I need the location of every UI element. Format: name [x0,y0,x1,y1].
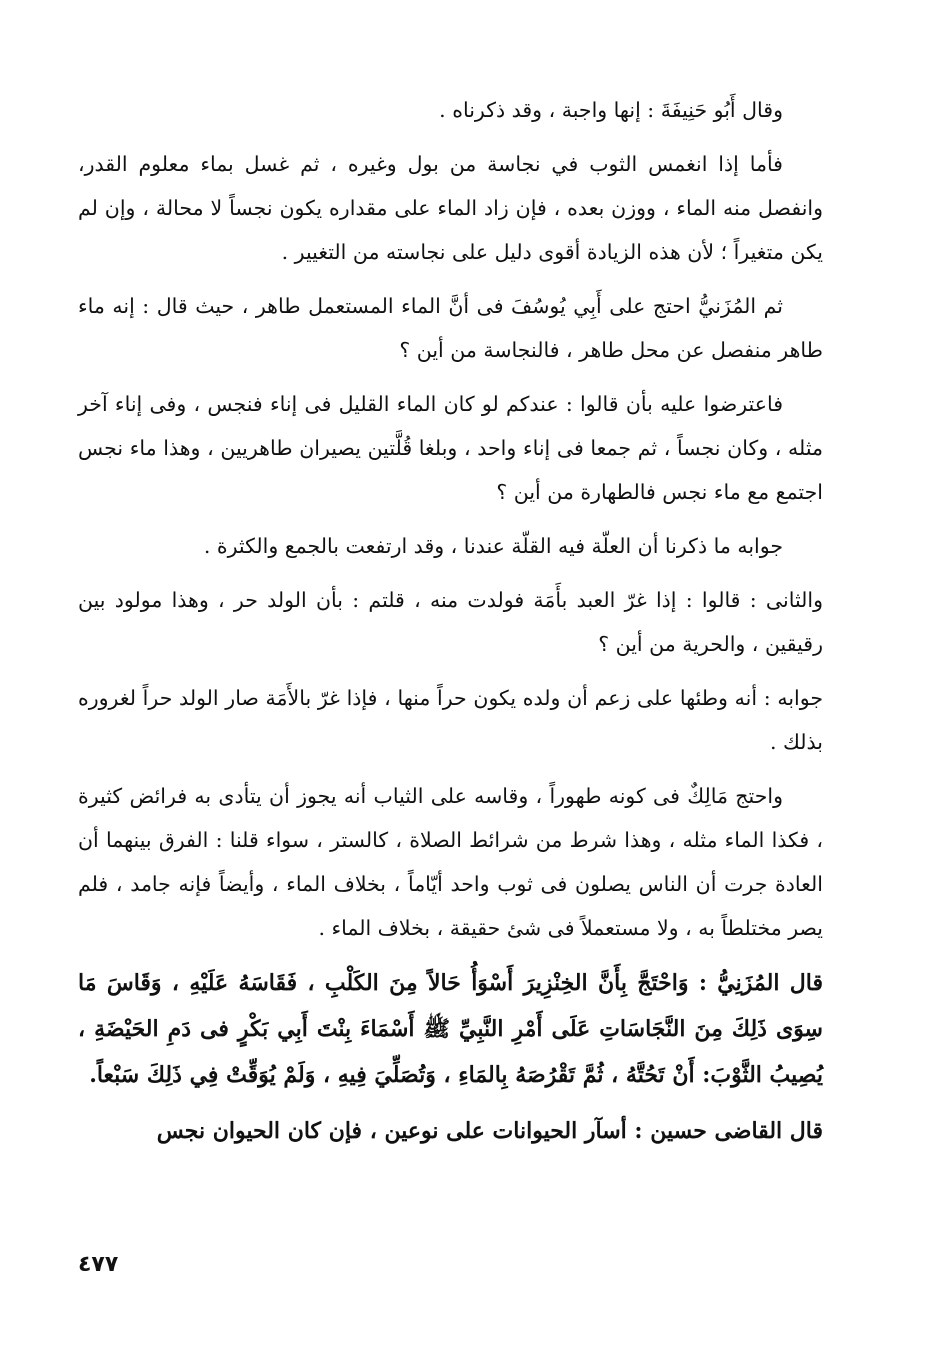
page-body [78,88,823,1164]
paragraph-second-objection: والثانى : قالوا : إذا غرّ العبد بأَمَة فولدت منه ، قلتم : بأن الولد حر ، وهذا مولود بين رقيقين ، والحرية من أين ؟ [78,588,823,656]
paragraph-immersed-garment: فأما إذا انغمس الثوب في نجاسة من بول وغيره ، ثم غسل بماء معلوم القدر، وانفصل منه الماء ، ووزن بعده ، فإن زاد الماء على مقداره يكون نجساً لا محالة ، وإن لم يكن متغيراً ؛ لأن هذه الزيادة أقوى دليل على نجاسته من التغيير . [78,152,823,264]
paragraph-answer-two: جوابه : أنه وطئها على زعم أن ولده يكون حراً منها ، فإذا غرّ بالأَمَة صار الولد حراً لغروره بذلك . [78,686,823,754]
paragraph-abu-hanifa: وقال أَبُو حَنِيفَةَ : إنها واجبة ، وقد ذكرناه . [439,98,783,122]
page-number: ٤٧٧ [78,1252,119,1277]
paragraph-muzani-quote: قال المُزَنِيُّ : وَاحْتَجَّ بِأَنَّ الخِنْزِيرَ أَسْوَأُ حَالاً مِنَ الكَلْبِ ، فَقَاسَهُ عَلَيْهِ ، وَقَاسَ مَا سِوَى ذَلِكَ مِنَ النَّجَاسَاتِ عَلَى أَمْرِ النَّبِيِّ ﷺ أَسْمَاءَ بِنْتَ أَبِي بَكْرٍ فى دَمِ الحَيْضَةِ ، يُصِيبُ الثَّوْبَ: أَنْ تَحُتَّهُ ، ثُمَّ تَقْرُصَهُ بِالمَاءِ ، وَتُصَلِّيَ فِيهِ ، وَلَمْ يُوَقِّتْ فِي ذَلِكَ سَبْعاً. [78,970,823,1088]
paragraph-qadi-husayn: قال القاضى حسين : أسآر الحيوانات على نوعين ، فإن كان الحيوان نجس [156,1118,823,1144]
paragraph-muzani-argument: ثم المُزَنيُّ احتج على أَبِي يُوسُفَ فى أنَّ الماء المستعمل طاهر ، حيث قال : إنه ماء طاهر منفصل عن محل طاهر ، فالنجاسة من أين ؟ [78,294,823,362]
paragraph-objection: فاعترضوا عليه بأن قالوا : عندكم لو كان الماء القليل فى إناء فنجس ، وفى إناء آخر مثله ، وكان نجساً ، ثم جمعا فى إناء واحد ، وبلغا قُلَّتين يصيران طاهريين ، وهذا ماء نجس اجتمع مع ماء نجس فالطهارة من أين ؟ [78,392,823,504]
paragraph-answer-one: جوابه ما ذكرنا أن العلّة فيه القلّة عندنا ، وقد ارتفعت بالجمع والكثرة . [203,534,783,558]
paragraph-malik-argument: واحتج مَالِكٌ فى كونه طهوراً ، وقاسه على الثياب أنه يجوز أن يتأدى به فرائض كثيرة ، فكذا الماء مثله ، وهذا شرط من شرائط الصلاة ، كالستر ، سواء قلنا : الفرق بينهما أن العادة جرت أن الناس يصلون فى ثوب واحد أيّاماً ، بخلاف الماء ، وأيضاً فإنه جامد ، فلم يصر مختلطاً به ، ولا مستعملاً فى شئ حقيقة ، بخلاف الماء . [78,784,823,940]
